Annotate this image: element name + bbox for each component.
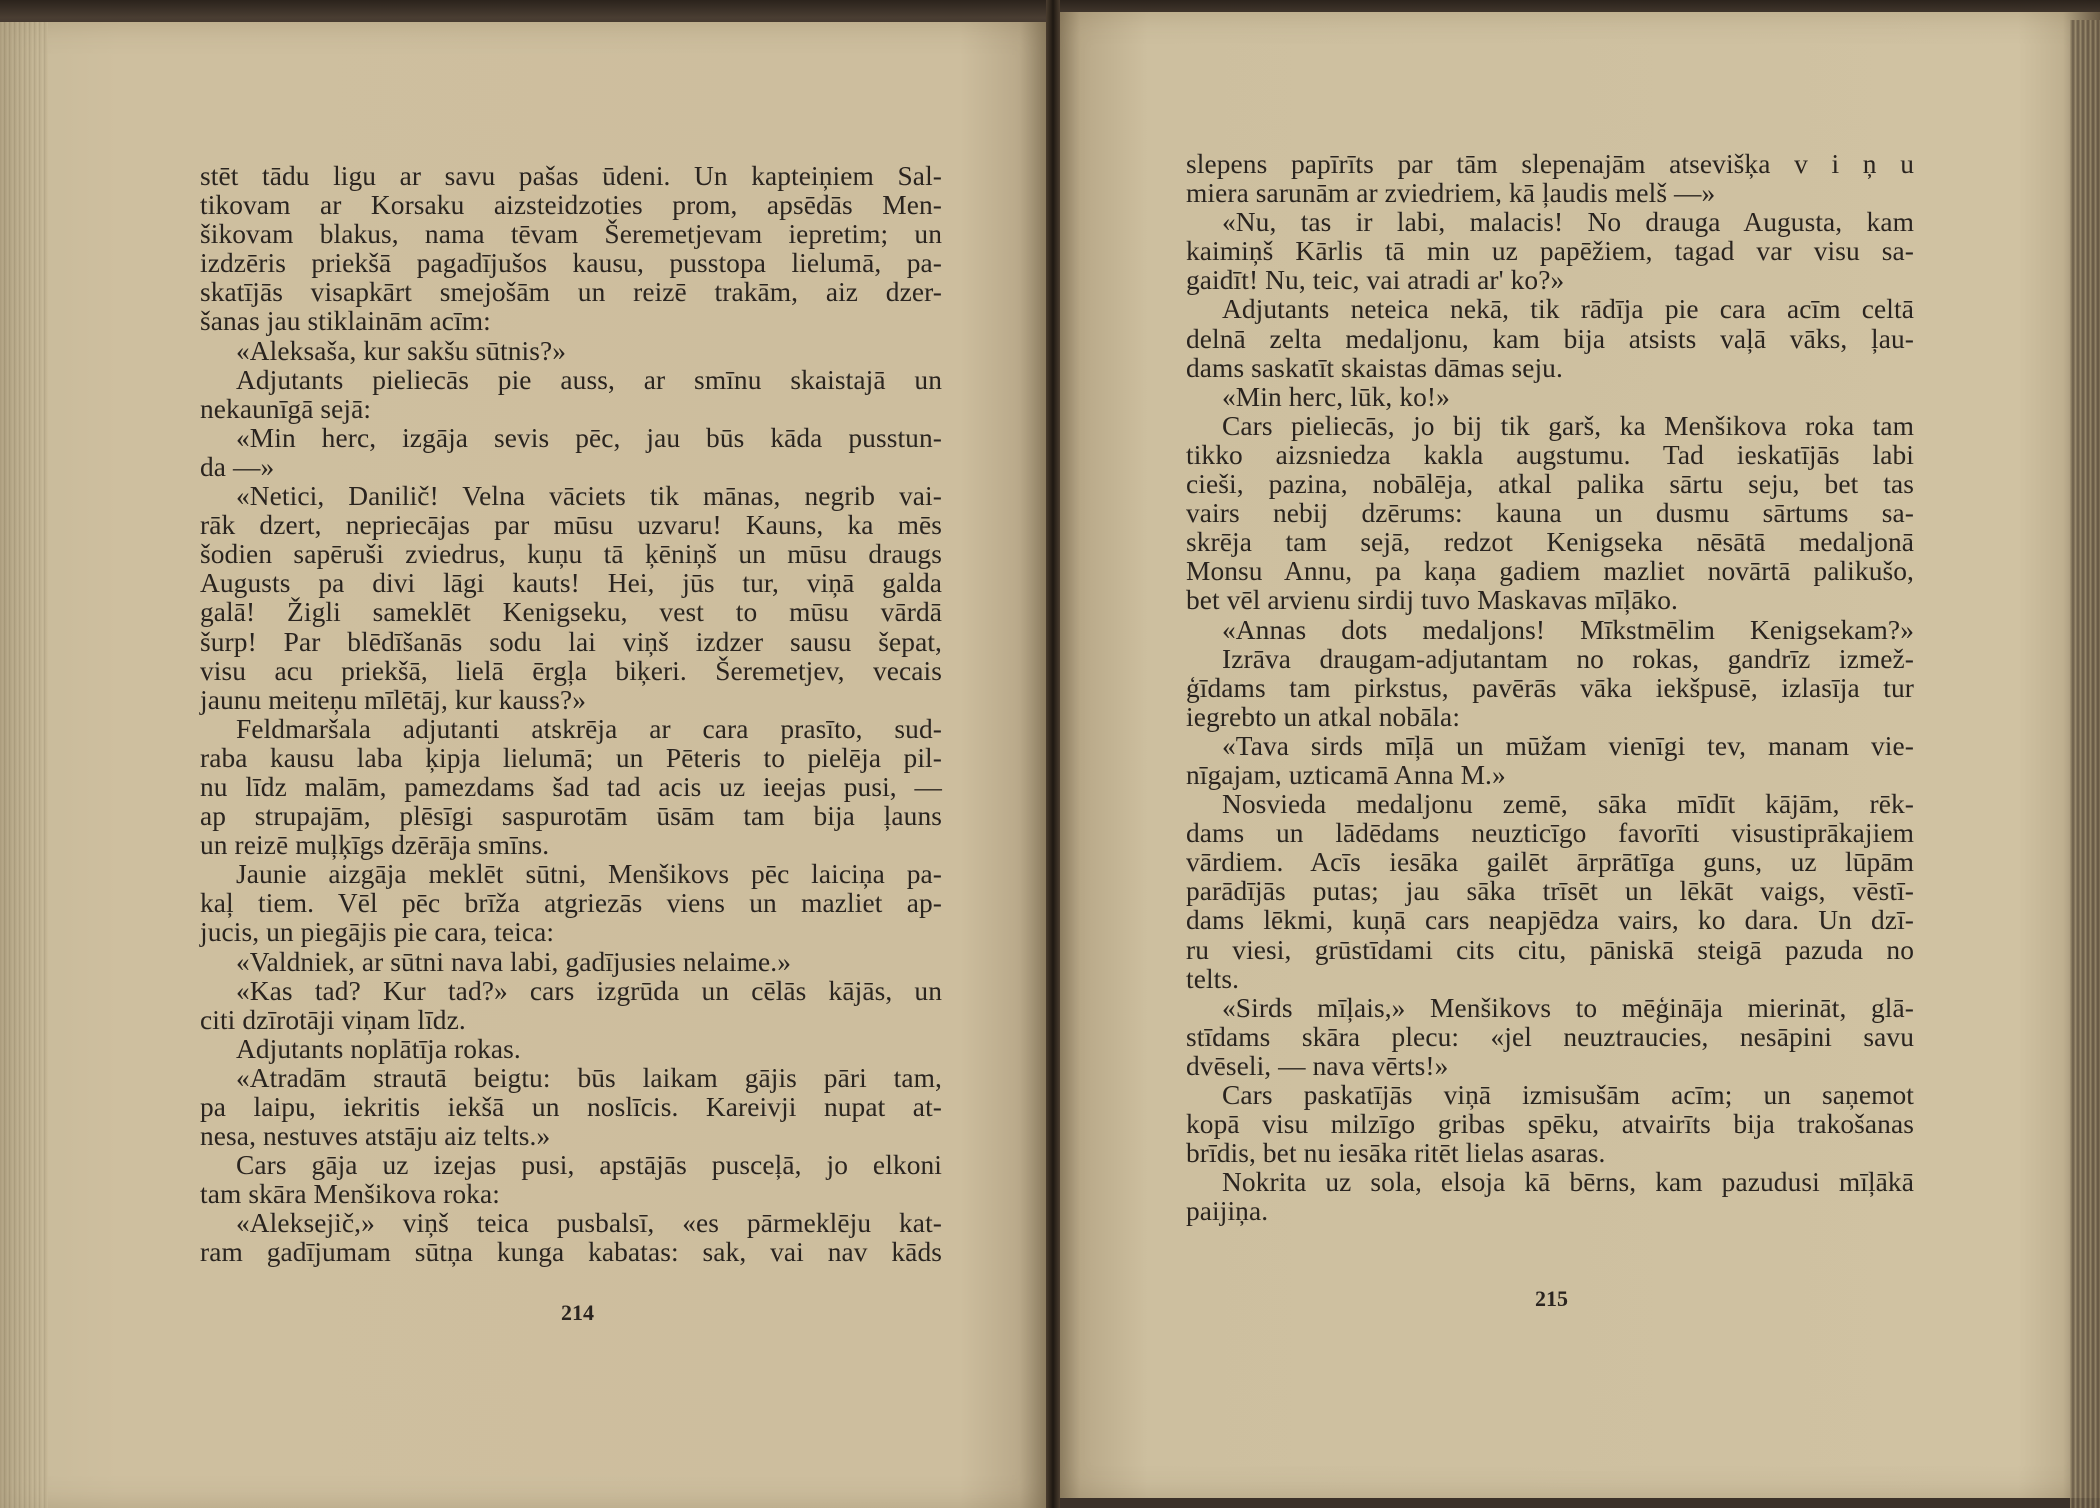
text-line: un reizē muļķīgs dzērāja smīns.	[200, 830, 550, 861]
text-line: Adjutants noplātīja rokas.	[236, 1033, 521, 1064]
text-line: «Valdniek, ar sūtni nava labi, gadījusies nelaime.»	[236, 946, 792, 977]
text-line: stēt tādu ligu ar savu pašas ūdeni. Un kapteiņiem Sal-	[200, 161, 942, 191]
text-line: delnā zelta medaljonu, kam bija atsists vaļā vāks, ļau-	[1186, 323, 1914, 354]
text-line: tikovam ar Korsaku aizsteidzoties prom, apsēdās Men-	[200, 190, 942, 221]
text-line: «Kas tad? Kur tad?» cars izgrūda un cēlās kājās, un	[236, 975, 942, 1006]
text-line: «Min herc, izgāja sevis pēc, jau būs kāda pusstun-	[236, 422, 942, 453]
text-line: «Netici, Danilič! Velna vāciets tik mānas, negrib vai-	[236, 481, 942, 512]
text-line: Monsu Annu, pa kaņa gadiem mazliet novārtā palikušo,	[1186, 556, 1914, 587]
text-line: ap strupajām, plēsīgi saspurotām ūsām tam bija ļauns	[200, 801, 942, 832]
text-line: nesa, nestuves atstāju aiz telts.»	[200, 1121, 551, 1152]
text-line: dvēseli, — nava vērts!»	[1186, 1050, 1449, 1081]
text-line: šodien sapēruši zviedrus, kuņu tā ķēniņš un mūsu draugs	[200, 539, 942, 570]
text-line: da —»	[200, 451, 275, 482]
text-line: «Aleksejič,» viņš teica pusbalsī, «es pārmeklēju kat-	[236, 1208, 942, 1239]
text-line: nu līdz malām, pamezdams šad tad acis uz ieejas pusi, —	[200, 771, 942, 802]
text-line: izdzēris priekšā pagadījušos kausu, pusstopa lielumā, pa-	[200, 248, 942, 279]
left-page-edges	[0, 22, 48, 1508]
text-line: vairs nebij dzērums: kauna un dusmu sārtums sa-	[1186, 498, 1914, 529]
text-line: «Tava sirds mīļā un mūžam vienīgi tev, manam vie-	[1222, 730, 1914, 761]
text-line: kopā visu milzīgo gribas spēku, atvairīts bija trakošanas	[1186, 1109, 1914, 1140]
text-line: gaidīt! Nu, teic, vai atradi ar' ko?»	[1186, 265, 1565, 296]
text-line: «Min herc, lūk, ko!»	[1222, 381, 1450, 412]
text-line: šurp! Par blēdīšanās sodu lai viņš izdzer sausu šepat,	[200, 626, 942, 657]
text-line: slepens papīrīts par tām slepenajām atsevišķa v i ņ u	[1186, 149, 1914, 179]
text-line: «Aleksaša, kur sakšu sūtnis?»	[236, 335, 567, 366]
text-line: Nokrita uz sola, elsoja kā bērns, kam pazudusi mīļākā	[1222, 1167, 1914, 1198]
text-line: pa laipu, iekritis iekšā un noslīcis. Kareivji nupat at-	[200, 1092, 942, 1122]
text-line: dams lēkmi, kuņā cars neapjēdza vairs, ko dara. Un dzī-	[1186, 905, 1914, 936]
text-line: ģīdams tam pirkstus, pavērās vāka iekšpusē, izlasīja tur	[1186, 672, 1914, 703]
text-line: iegrebto un atkal nobāla:	[1186, 701, 1461, 732]
text-line: Izrāva draugam-adjutantam no rokas, gandrīz izmež-	[1222, 643, 1914, 674]
text-line: dams saskatīt skaistas dāmas seju.	[1186, 352, 1563, 383]
text-line: jucis, un piegājis pie cara, teica:	[200, 917, 555, 948]
text-line: šanas jau stiklainām acīm:	[200, 306, 491, 337]
text-line: nīgajam, uzticamā Anna M.»	[1186, 759, 1506, 790]
text-line: Nosvieda medaljonu zemē, sāka mīdīt kājām, rēk-	[1222, 789, 1914, 820]
text-line: tam skāra Menšikova roka:	[200, 1179, 500, 1210]
text-line: telts.	[1186, 963, 1240, 994]
right-page-edges	[2070, 20, 2100, 1508]
text-line: tikko aizsniedza kakla augstumu. Tad ieskatījās labi	[1186, 439, 1914, 470]
text-line: nekaunīgā sejā:	[200, 393, 372, 424]
text-line: miera sarunām ar zviedriem, kā ļaudis melš —»	[1186, 178, 1716, 209]
text-line: skrēja tam sejā, redzot Kenigseka nēsātā medaljonā	[1186, 527, 1914, 558]
text-line: Adjutants pieliecās pie auss, ar smīnu skaistajā un	[236, 364, 942, 395]
text-line: Cars paskatījās viņā izmisušām acīm; un saņemot	[1222, 1080, 1914, 1110]
text-line: jaunu meiteņu mīlētāj, kur kauss?»	[200, 684, 587, 715]
text-line: parādījās putas; jau sāka trīsēt un lēkāt vaigs, vēstī-	[1186, 876, 1914, 907]
text-line: galā! Žigli sameklēt Kenigseku, vest to mūsu vārdā	[200, 597, 942, 628]
right-page-number: 215	[1535, 1286, 1568, 1311]
text-line: Augusts pa divi lāgi kauts! Hei, jūs tur, viņā galda	[200, 568, 942, 599]
text-line: citi dzīrotāji viņam līdz.	[200, 1004, 466, 1035]
text-line: ru viesi, grūstīdami cits citu, pāniskā steigā pazuda no	[1186, 934, 1914, 965]
text-line: Jaunie aizgāja meklēt sūtni, Menšikovs pēc laiciņa pa-	[236, 859, 942, 890]
text-line: Cars pieliecās, jo bij tik garš, ka Menšikova roka tam	[1222, 410, 1914, 441]
text-line: rāk dzert, nepriecājas par mūsu uzvaru! Kauns, ka mēs	[200, 510, 942, 541]
text-line: «Annas dots medaljons! Mīkstmēlim Kenigsekam?»	[1222, 614, 1914, 645]
text-line: «Atradām strautā beigtu: būs laikam gājis pāri tam,	[236, 1062, 942, 1093]
text-line: brīdis, bet nu iesāka ritēt lielas asaras.	[1186, 1138, 1606, 1169]
text-line: «Sirds mīļais,» Menšikovs to mēģināja mierināt, glā-	[1222, 992, 1914, 1023]
text-line: dams un lādēdams neuzticīgo favorīti visustiprākajiem	[1186, 818, 1914, 849]
text-line: skatījās visapkārt smejošām un reizē trakām, aiz dzer-	[200, 277, 942, 308]
text-line: vārdiem. Acīs iesāka gailēt ārprātīga guns, uz lūpām	[1186, 847, 1914, 878]
text-line: stīdams skāra plecu: «jel neuztraucies, nesāpini savu	[1186, 1021, 1914, 1052]
text-line: šikovam blakus, nama tēvam Šeremetjevam iepretim; un	[200, 219, 942, 250]
text-line: Adjutants neteica nekā, tik rādīja pie cara acīm celtā	[1222, 294, 1914, 325]
right-page-text	[1186, 150, 1914, 1226]
text-line: bet vēl arvienu sirdij tuvo Maskavas mīļāko.	[1186, 585, 1679, 616]
book-gutter	[1046, 0, 1060, 1508]
text-line: paijiņa.	[1186, 1196, 1269, 1227]
text-line: Feldmaršala adjutanti atskrēja ar cara prasīto, sud-	[236, 713, 942, 744]
text-line: visu acu priekšā, lielā ērgļa biķeri. Šeremetjev, vecais	[200, 655, 942, 686]
left-page-number: 214	[561, 1300, 594, 1325]
text-line: Cars gāja uz izejas pusi, apstājās pusceļā, jo elkoni	[236, 1150, 942, 1181]
left-page-text	[200, 162, 942, 1268]
text-line: kaimiņš Kārlis tā min uz papēžiem, tagad var visu sa-	[1186, 236, 1914, 267]
text-line: «Nu, tas ir labi, malacis! No drauga Augusta, kam	[1222, 207, 1914, 238]
text-line: cieši, pazina, nobālēja, atkal palika sārtu seju, bet tas	[1186, 469, 1914, 500]
text-line: ram gadījumam sūtņa kunga kabatas: sak, vai nav kāds	[200, 1237, 942, 1268]
text-line: kaļ tiem. Vēl pēc brīža atgriezās viens un mazliet ap-	[200, 888, 942, 919]
text-line: raba kausu laba ķipja lielumā; un Pēteris to pielēja pil-	[200, 742, 942, 773]
